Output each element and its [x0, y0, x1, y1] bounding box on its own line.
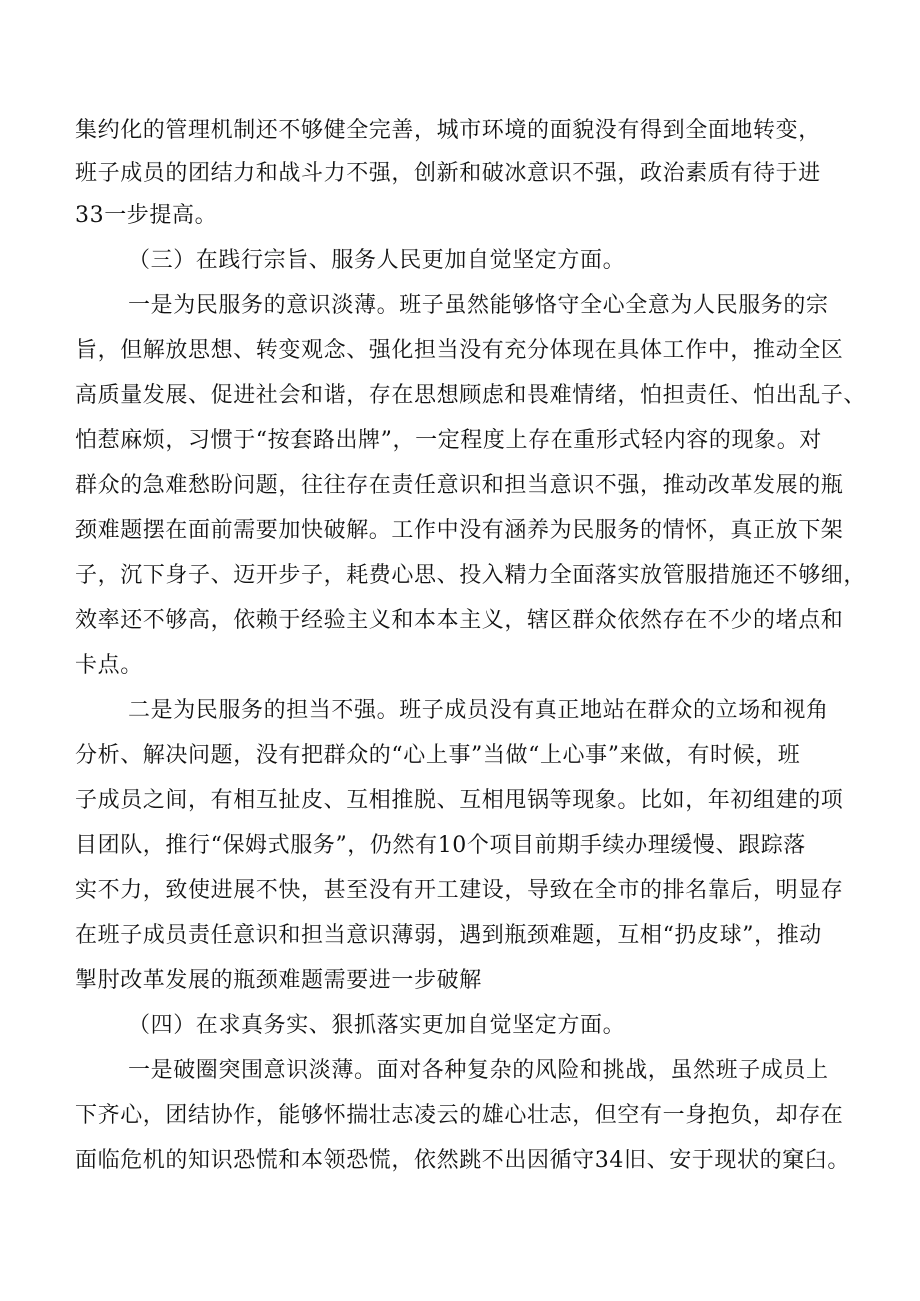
- text-line: 群众的急难愁盼问题，往往存在责任意识和担当意识不强，推动改革发展的瓶: [75, 473, 844, 498]
- section-heading: （三）在践行宗旨、服务人民更加自觉坚定方面。: [128, 248, 626, 273]
- text-line: 子成员之间，有相互扯皮、互相推脱、互相甩锅等现象。比如，年初组建的项: [75, 788, 844, 813]
- text-line: 分析、解决问题，没有把群众的“心上事”当做“上心事”来做，有时候，班: [75, 743, 801, 768]
- text-line: 怕惹麻烦，习惯于“按套路出牌”，一定程度上存在重形式轻内容的现象。对: [75, 428, 822, 453]
- text-line: 面临危机的知识恐慌和本领恐慌，依然跳不出因循守34旧、安于现状的窠臼。: [75, 1148, 850, 1173]
- text-line: 二是为民服务的担当不强。班子成员没有真正地站在群众的立场和视角: [128, 698, 829, 723]
- text-line: 33一步提高。: [75, 203, 218, 228]
- section-heading: （四）在求真务实、狠抓落实更加自觉坚定方面。: [128, 1013, 626, 1038]
- text-line: 掣肘改革发展的瓶颈难题需要进一步破解: [75, 968, 482, 993]
- text-line: 集约化的管理机制还不够健全完善，城市环境的面貌没有得到全面地转变，: [75, 118, 821, 143]
- text-line: 一是为民服务的意识淡薄。班子虽然能够恪守全心全意为人民服务的宗: [128, 293, 829, 318]
- text-line: 效率还不够高，依赖于经验主义和本本主义，辖区群众依然存在不少的堵点和: [75, 608, 844, 633]
- text-line: 高质量发展、促进社会和谐，存在思想顾虑和畏难情绪，怕担责任、怕出乱子、: [75, 383, 867, 408]
- text-line: 实不力，致使进展不快，甚至没有开工建设，导致在全市的排名靠后，明显存: [75, 878, 844, 903]
- text-line: 一是破圈突围意识淡薄。面对各种复杂的风险和挑战，虽然班子成员上: [128, 1058, 829, 1083]
- text-line: 子，沉下身子、迈开步子，耗费心思、投入精力全面落实放管服措施还不够细，: [75, 563, 867, 588]
- text-line: 班子成员的团结力和战斗力不强，创新和破冰意识不强，政治素质有待于进: [75, 161, 821, 186]
- text-line: 颈难题摆在面前需要加快破解。工作中没有涵养为民服务的情怀，真正放下架: [75, 518, 844, 543]
- text-line: 卡点。: [75, 653, 143, 678]
- text-line: 下齐心，团结协作，能够怀揣壮志凌云的雄心壮志，但空有一身抱负，却存在: [75, 1103, 844, 1128]
- text-line: 在班子成员责任意识和担当意识薄弱，遇到瓶颈难题，互相“扔皮球”，推动: [75, 923, 822, 948]
- text-line: 目团队，推行“保姆式服务”，仍然有10个项目前期手续办理缓慢、跟踪落: [75, 833, 806, 858]
- text-line: 旨，但解放思想、转变观念、强化担当没有充分体现在具体工作中，推动全区: [75, 338, 844, 363]
